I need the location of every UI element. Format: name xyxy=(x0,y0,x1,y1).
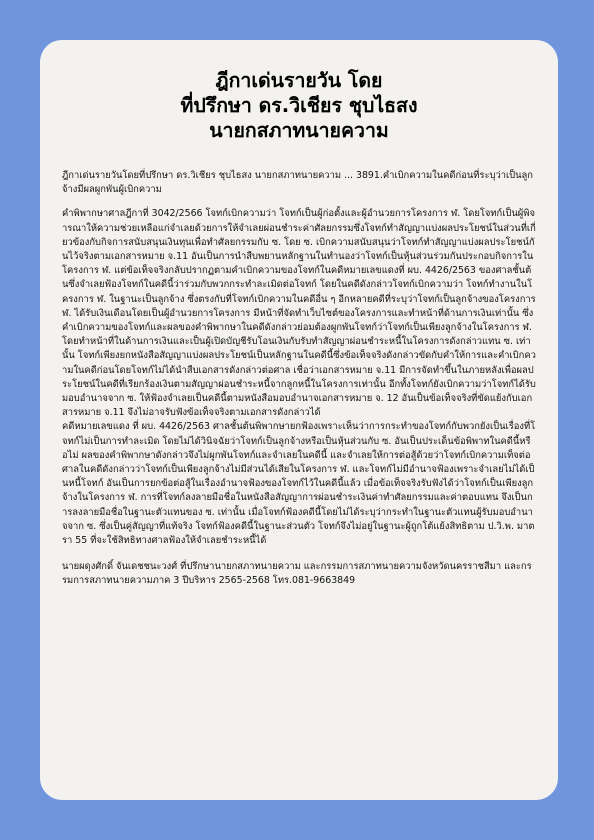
author-signature: นายผดุงศักดิ์ จันเดชชนะวงศ์ ที่ปรึกษานายกสภาทนายความ และกรรมการสภาทนายความจังหวัดนครราชสีมา และกรรมการสภาทนายความภาค 3 ปีบริหาร 2565-2568 โทร.081-9663849 xyxy=(62,561,532,587)
title-line-3: นายกสภาทนายความ xyxy=(209,119,389,142)
document-subtitle: ฎีกาเด่นรายวันโดยที่ปรึกษา ดร.วิเชียร ชุบไธสง นายกสภาทนายความ ... 3891.คำเบิกความในคดีก่อนที่ระบุว่าเป็นลูกจ้างมีผลผูกพันผู้เบิกความ xyxy=(62,170,533,196)
title-line-2: ที่ปรึกษา ดร.วิเชียร ชุบไธสง xyxy=(180,94,418,117)
document-title xyxy=(62,68,536,143)
body-paragraph-2: คดีหมายเลขแดง ที่ ผบ. 4426/2563 ศาลชั้นต้นพิพากษายกฟ้องเพราะเห็นว่าการกระทำของโจทก์กับพวกยังเป็นเรื่องที่โจทก์ไม่เป็นการทำละเมิด โดยไม่ได้วินิจฉัยว่าโจทก์เป็นลูกจ้างหรือเป็นหุ้นส่วนกับ ซ. อันเป็นประเด็นข้อพิพาทในคดีนี้หรือไม่ ผลของคำพิพากษาดังกล่าวจึงไม่ผูกพันโจทก์และจำเลยในคดีนี้ และจำเลยให้การต่อสู้ด้วยว่าโจทก์เบิกความเท็จต่อศาลในคดีดังกล่าวว่าโจทก์เป็นเพียงลูกจ้างไม่มีส่วนได้เสียในโครงการ ฬ. และโจทก์ไม่มีอำนาจฟ้องเพราะจำเลยไม่ได้เป็นหนี้โจทก์ อันเป็นการยกข้อต่อสู้ในเรื่องอำนาจฟ้องของโจทก์ไว้ในคดีนี้แล้ว เมื่อข้อเท็จจริงรับฟังได้ว่าโจทก์เป็นเพียงลูกจ้างในโครงการ ฬ. การที่โจทก์ลงลายมือชื่อในหนังสือสัญญาการผ่อนชำระเงินค่าทำศัลยกรรมและค่าตอบแทน จึงเป็นการลงลายมือชื่อในฐานะตัวแทนของ ซ. เท่านั้น เมื่อโจทก์ฟ้องคดีนี้โดยไม่ได้ระบุว่ากระทำในฐานะตัวแทนผู้รับมอบอำนาจจาก ซ. ซึ่งเป็นคู่สัญญาที่แท้จริง โจทก์ฟ้องคดีนี้ในฐานะส่วนตัว โจทก์จึงไม่อยู่ในฐานะผู้ถูกโต้แย้งสิทธิตาม ป.วิ.พ. มาตรา 55 ที่จะใช้สิทธิทางศาลฟ้องให้จำเลยชำระหนี้ได้ xyxy=(62,421,536,547)
body-paragraph-1: คำพิพากษาศาลฎีกาที่ 3042/2566 โจทก์เบิกความว่า โจทก์เป็นผู้ก่อตั้งและผู้อำนวยการโครงการ ฬ. โดยโจทก์เป็นผู้พิจารณาให้ความช่วยเหลือแก่จำเลยด้วยการให้จำเลยผ่อนชำระค่าศัลยกรรมซึ่งโจทก์ทำสัญญาแบ่งผลประโยชน์ในส่วนที่เกี่ยวข้องกับกิจการสนับสนุนเงินทุนเพื่อทำศัลยกรรมกับ ซ. โดย ซ. เบิกความสนับสนุนว่าโจทก์ทำสัญญาแบ่งผลประโยชน์กันไว้จริงตามเอกสารหมาย จ.11 อันเป็นการนำสืบพยานหลักฐานในทำนองว่าโจทก์เป็นหุ้นส่วนร่วมกันประกอบกิจการในโครงการ ฬ. แต่ข้อเท็จจริงกลับปรากฏตามคำเบิกความของโจทก์ในคดีหมายเลขแดงที่ ผบ. 4426/2563 ของศาลชั้นต้นซึ่งจำเลยฟ้องโจทก์ในคดีนี้ว่าร่วมกับพวกกระทำละเมิดต่อโจทก์ โดยในคดีดังกล่าวโจทก์เบิกความว่า โจทก์ทำงานในโครงการ ฬ. ในฐานะเป็นลูกจ้าง ซึ่งตรงกับที่โจทก์เบิกความในคดีอื่น ๆ อีกหลายคดีที่ระบุว่าโจทก์เป็นลูกจ้างของโครงการ ฬ. ได้รับเงินเดือนโดยเป็นผู้อำนวยการโครงการ มีหน้าที่จัดทำเว็บไซต์ของโครงการและทำหน้าที่ด้านการเงินเท่านั้น ซึ่งคำเบิกความของโจทก์และผลของคำพิพากษาในคดีดังกล่าวย่อมต้องผูกพันโจทก์ว่าโจทก์เป็นเพียงลูกจ้างในโครงการ ฬ. โดยทำหน้าที่ในด้านการเงินและเป็นผู้เปิดบัญชีรับโอนเงินกับรับทำสัญญาผ่อนชำระหนี้ในโครงการดังกล่าวแทน ซ. เท่านั้น โจทก์เพียงยกหนังสือสัญญาแบ่งผลประโยชน์เป็นหลักฐานในคดีนี้ซึ่งข้อเท็จจริงดังกล่าวขัดกับคำให้การและคำเบิกความในคดีก่อนโดยโจทก์ไม่ได้นำสืบเอกสารดังกล่าวต่อศาล เชื่อว่าเอกสารหมาย จ.11 มีการจัดทำขึ้นในภายหลังเพื่อผลประโยชน์ในคดีที่เรียกร้องเงินตามสัญญาผ่อนชำระหนี้จากลูกหนี้ในโครงการเท่านั้น อีกทั้งโจทก์ยังเบิกความว่าโจทก์ได้รับมอบอำนาจจาก ซ. ให้ฟ้องจำเลยเป็นคดีนี้ตามหนังสือมอบอำนาจเอกสารหมาย จ. 12 อันเป็นข้อเท็จจริงที่ขัดแย้งกับเอกสารหมาย จ.11 จึงไม่อาจรับฟังข้อเท็จจริงตามเอกสารดังกล่าวได้ xyxy=(62,208,536,419)
document-card xyxy=(40,40,558,800)
title-line-1: ฎีกาเด่นรายวัน โดย xyxy=(215,69,383,92)
